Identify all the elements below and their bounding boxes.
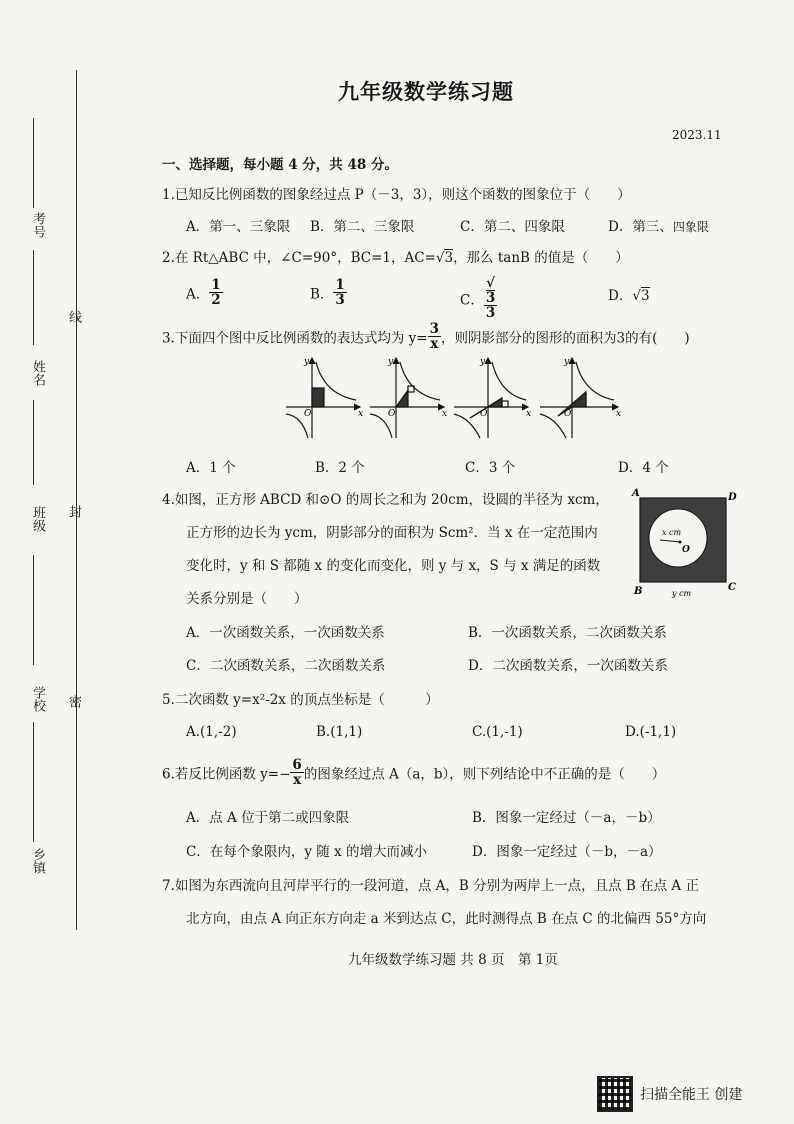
q3-graph-3-x-label: x [526, 409, 532, 419]
q3-graph-3 [454, 358, 528, 438]
q3-option-b: B．2 个 [315, 460, 365, 476]
q5-option-c: C.(1,-1) [472, 724, 523, 740]
q2-option-a: A． $\frac{1}{2}$ [186, 277, 221, 309]
q3-graph-2 [370, 358, 444, 438]
school-underline [33, 555, 34, 665]
q7-line-2: 北方向，由点 A 向正东方向走 a 米到达点 C，此时测得点 B 在点 C 的北偏西 55°方向 [186, 911, 707, 927]
q4-option-c: C．二次函数关系，二次函数关系 [186, 658, 386, 674]
q4-option-a: A．一次函数关系，一次函数关系 [186, 625, 385, 641]
town-underline [33, 722, 34, 842]
q6-option-b: B．图象一定经过（－a，－b） [472, 810, 661, 826]
q1-option-a: A．第一、三象限 [186, 219, 291, 235]
q4-figure [630, 486, 738, 602]
q3-graph-1-x-label: x [358, 409, 364, 419]
q4-fig-label-o: O [682, 545, 690, 555]
q3-graph-4 [540, 358, 618, 438]
q4-fig-label-c: C [728, 582, 736, 593]
q5-option-a: A.(1,-2) [186, 724, 237, 740]
q4-fig-label-xcm: x cm [662, 528, 682, 537]
q3-option-c: C．3 个 [465, 460, 516, 476]
q5-option-b: B.(1,1) [316, 724, 363, 740]
binding-line-label: 线 [66, 310, 81, 323]
q3-graph-1-y-label: y [304, 357, 310, 367]
page-title: 九年级数学练习题 [338, 79, 514, 104]
binding-vertical-line [76, 70, 77, 930]
binding-secret-label: 密 [66, 695, 81, 708]
binding-seal-label: 封 [66, 505, 81, 518]
q3-graph-2-origin: O [388, 409, 396, 419]
q4-line-2: 正方形的边长为 ycm，阴影部分的面积为 Scm²．当 x 在一定范围内 [186, 525, 598, 541]
q3-graph-4-origin: O [564, 409, 572, 419]
q6-stem: 6.若反比例函数 y=− $\frac{6}{x}$ 的图象经过点 A（a，b），则下列结论中不正确的是（ ） [162, 757, 666, 789]
q4-fig-label-b: B [634, 586, 643, 597]
q3-graph-3-origin: O [480, 409, 488, 419]
q4-line-4: 关系分别是（ ） [186, 591, 308, 607]
q3-graph-1-origin: O [304, 409, 312, 419]
q6-option-c: C．在每个象限内，y 随 x 的增大而减小 [186, 844, 427, 860]
page-footer: 九年级数学练习题 共 8 页 第 1页 [348, 952, 558, 968]
name-underline [33, 250, 34, 345]
q1-option-c: C．第二、四象限 [460, 219, 565, 235]
q4-fig-label-d: D [728, 492, 737, 503]
q1-stem: 1.已知反比例函数的图象经过点 P（－3，3），则这个函数的图象位于（ ） [162, 187, 631, 203]
q2-stem: 2.在 Rt△ABC 中，∠C=90°，BC=1，AC=√3，那么 tanB 的值是（ ） [162, 250, 629, 266]
q4-option-d: D．二次函数关系，一次函数关系 [468, 658, 668, 674]
q3-graph-3-y-label: y [480, 357, 486, 367]
sqrt-sign: √ [435, 250, 445, 266]
q4-line-3: 变化时，y 和 S 都随 x 的变化而变化，则 y 与 x，S 与 x 满足的函数 [186, 558, 601, 574]
q3-option-d: D．4 个 [618, 460, 669, 476]
town-label: 乡镇 [30, 848, 45, 874]
section-heading: 一、选择题，每小题 4 分，共 48 分。 [162, 157, 398, 173]
exam-number-label: 考号 [30, 212, 45, 238]
q1-option-b: B．第二、三象限 [310, 219, 415, 235]
q5-stem: 5.二次函数 y=x²-2x 的顶点坐标是（ ） [162, 692, 439, 708]
school-label: 学校 [30, 686, 45, 712]
q5-option-d: D.(-1,1) [625, 724, 677, 740]
q1-option-d: D．第三、四象限 [608, 219, 709, 235]
class-underline [33, 400, 34, 485]
class-label: 班级 [30, 506, 45, 532]
qr-code-icon [597, 1076, 633, 1112]
q3-graph-4-x-label: x [616, 409, 622, 419]
q7-line-1: 7.如图为东西流向且河岸平行的一段河道，点 A，B 分别为两岸上一点，且点 B 在点 A 正 [162, 878, 699, 894]
q6-option-a: A．点 A 位于第二或四象限 [186, 810, 350, 826]
q6-option-d: D．图象一定经过（－b，－a） [472, 844, 662, 860]
q4-option-b: B．一次函数关系，二次函数关系 [468, 625, 667, 641]
q4-fig-label-a: A [632, 488, 640, 499]
q2-option-d: D．√3 [608, 288, 650, 304]
date: 2023.11 [672, 128, 722, 142]
q3-stem: 3.下面四个图中反比例函数的表达式均为 y= $\frac{3}{x}$ ，则阴影部分的图形的面积为3的有( ) [162, 321, 690, 353]
scanner-watermark: 扫描全能王 创建 [640, 1087, 743, 1103]
q3-graphs [280, 352, 640, 442]
q2-option-b: B． $\frac{1}{3}$ [310, 277, 345, 309]
q3-graph-2-x-label: x [442, 409, 448, 419]
q3-graph-4-y-label: y [564, 357, 570, 367]
q3-option-a: A．1 个 [186, 460, 236, 476]
q3-graph-1 [286, 358, 360, 438]
q3-graph-2-y-label: y [388, 357, 394, 367]
q4-fig-label-ycm: y cm [672, 589, 692, 598]
exam-number-underline [33, 118, 34, 208]
q4-line-1: 4.如图，正方形 ABCD 和⊙O 的周长之和为 20cm，设圆的半径为 xcm， [162, 492, 609, 508]
q2-option-c: C． √ 3 3 [460, 275, 496, 322]
name-label: 姓名 [30, 360, 45, 386]
